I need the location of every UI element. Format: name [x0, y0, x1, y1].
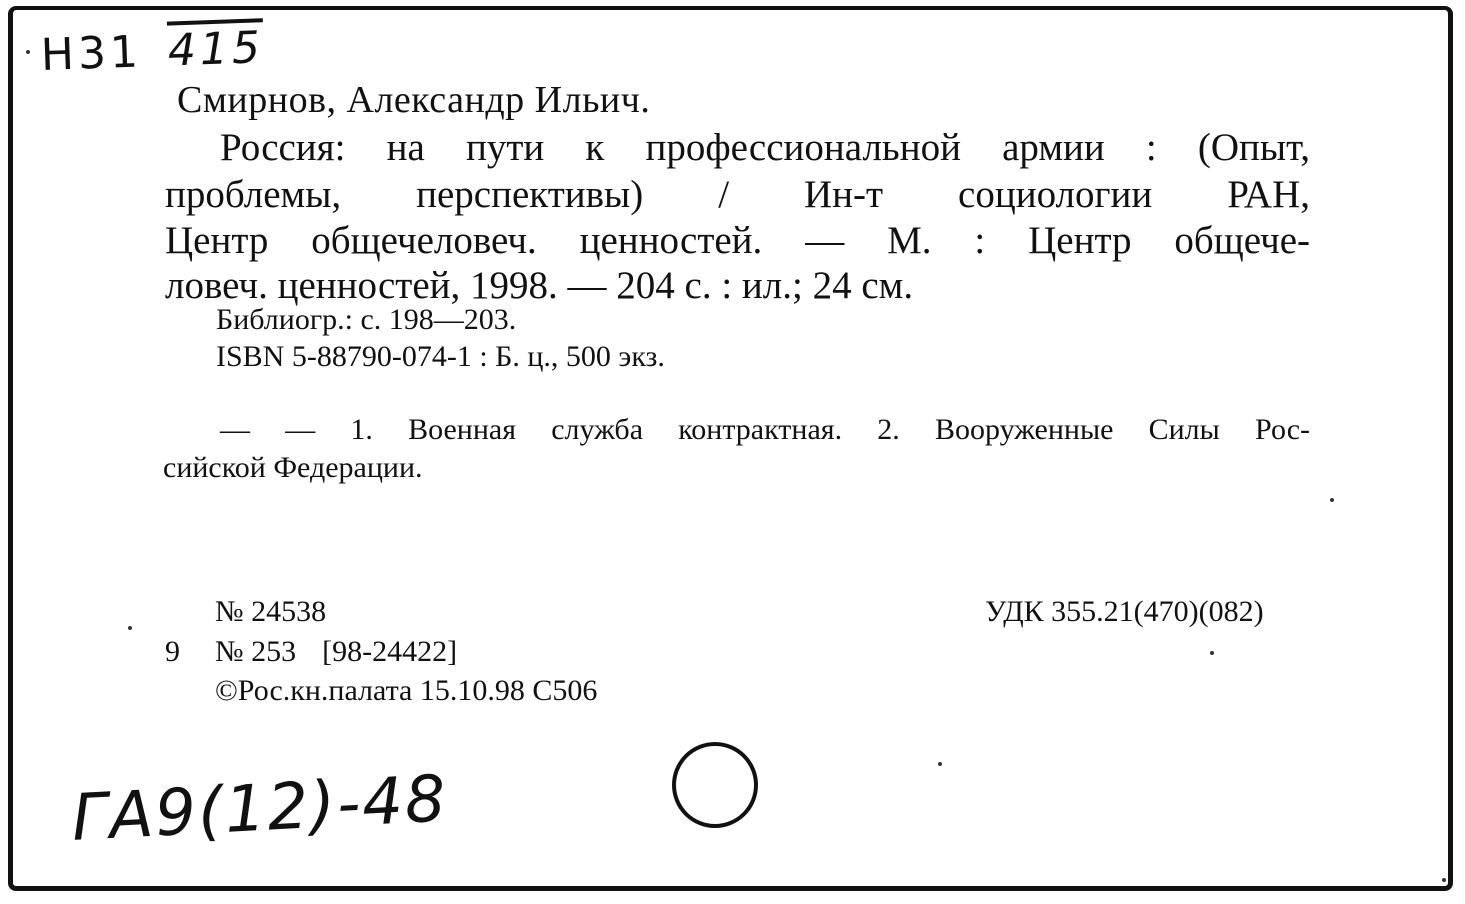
registration-number-2 — [215, 635, 457, 669]
udc-code: УДК 355.21(470)(082) — [985, 595, 1264, 628]
prefix-digit: 9 — [165, 635, 180, 668]
bibliography-note: Библиогр.: с. 198—203. — [216, 303, 517, 336]
speck — [26, 50, 30, 54]
copyright-line: ©Рос.кн.палата 15.10.98 С506 — [215, 674, 598, 707]
title-line-3: Центр общечеловеч. ценностей. — М. : Центр общече- — [165, 219, 1310, 262]
subjects-line-1: — — 1. Военная служба контрактная. 2. Вооруженные Силы Рос- — [220, 413, 1310, 446]
subjects-line-2: сийской Федерации. — [163, 451, 423, 484]
author-heading: Смирнов, Александр Ильич. — [177, 79, 651, 121]
title-line-4: ловеч. ценностей, 1998. — 204 с. : ил.; 24 см. — [165, 264, 914, 307]
registration-number-2-bracket: [98-24422] — [322, 635, 458, 668]
title-line-1: Россия: на пути к профессиональной армии : (Опыт, — [220, 126, 1310, 169]
speck — [1210, 651, 1214, 655]
registration-number-1: № 24538 — [215, 595, 327, 628]
speck — [1442, 878, 1446, 882]
handwritten-shelfmark-number: 415 — [167, 22, 265, 77]
punch-hole — [672, 742, 758, 828]
registration-number-2-value: № 253 — [215, 635, 297, 668]
handwritten-shelfmark-code: Н31 — [40, 26, 143, 81]
handwritten-shelfmark — [40, 22, 265, 81]
speck — [938, 762, 942, 766]
handwritten-classification: ГА9(12)-48 — [70, 762, 450, 856]
speck — [1330, 498, 1334, 502]
title-line-2: проблемы, перспективы) / Ин-т социологии РАН, — [165, 173, 1310, 216]
speck — [128, 626, 132, 630]
isbn-line: ISBN 5-88790-074-1 : Б. ц., 500 экз. — [216, 340, 665, 373]
